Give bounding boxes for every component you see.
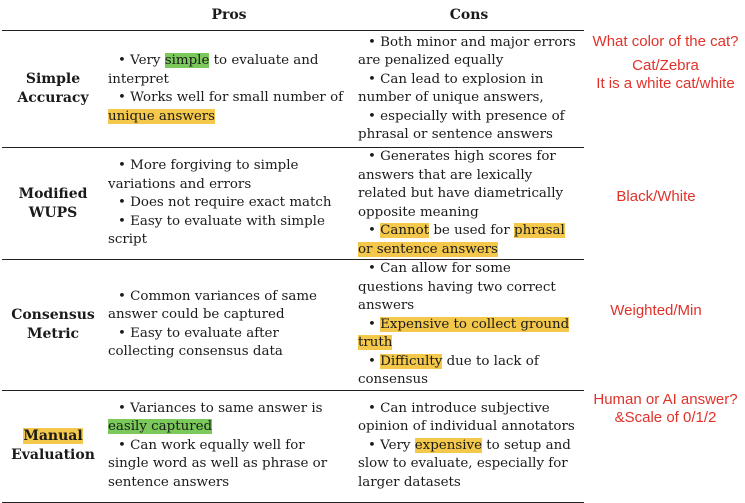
highlighted-text: easily captured: [108, 419, 213, 435]
bullet-icon: •: [118, 158, 131, 174]
annotation-consensus-metric: [586, 302, 726, 320]
highlighted-text: Expensive to collect ground truth: [358, 316, 570, 350]
highlighted-text: unique answers: [108, 108, 216, 124]
annotation-simple-accuracy: [586, 33, 745, 93]
pros-cell: [104, 260, 354, 391]
bullet-item: [358, 400, 578, 437]
annotation-line: Human or AI answer?: [593, 391, 738, 408]
bullet-icon: •: [118, 53, 131, 68]
text-segment: Very: [380, 437, 415, 453]
table-row: [2, 390, 584, 502]
table-header-row: [2, 0, 584, 31]
bullet-icon: •: [118, 400, 131, 416]
text-segment: Very: [130, 53, 165, 68]
method-name: [2, 390, 104, 502]
bullet-icon: •: [368, 353, 381, 369]
bullet-icon: •: [368, 437, 381, 453]
text-segment: Both minor and major errors are penalized equally: [358, 34, 576, 68]
method-name-line: WUPS: [28, 204, 78, 221]
bullet-item: [108, 194, 348, 213]
cons-cell: [354, 390, 584, 502]
bullet-item: [108, 157, 348, 194]
bullet-item: [108, 437, 348, 493]
bullet-icon: •: [368, 149, 381, 164]
bullet-item: [358, 316, 578, 353]
bullet-icon: •: [118, 213, 131, 229]
text-segment: Can introduce subjective opinion of individual annotators: [358, 400, 575, 435]
text-segment: Can allow for some questions having two correct answers: [358, 261, 556, 313]
method-name-line: Modified: [18, 185, 88, 202]
annotation-line: Cat/Zebra: [632, 57, 699, 74]
bullet-item: [108, 52, 348, 89]
header-cons: Cons: [354, 0, 584, 31]
bullet-icon: •: [118, 288, 131, 304]
highlighted-text: phrasal or sentence answers: [358, 223, 565, 257]
text-segment: More forgiving to simple variations and errors: [108, 158, 299, 192]
header-pros: Pros: [104, 0, 354, 31]
annotation-line: Weighted/Min: [610, 302, 702, 319]
highlighted-text: Cannot: [380, 223, 430, 238]
bullet-icon: •: [368, 400, 381, 416]
text-segment: to evaluate and interpret: [108, 53, 319, 87]
method-name-line: Evaluation: [11, 447, 95, 463]
method-name: [2, 31, 104, 148]
method-name-line: Simple: [25, 71, 81, 87]
annotation-line: It is a white cat/white: [596, 75, 735, 92]
pros-cell: [104, 31, 354, 148]
highlighted-text: simple: [164, 53, 210, 68]
bullet-item: [108, 400, 348, 437]
bullet-icon: •: [368, 261, 381, 276]
bullet-item: [358, 222, 578, 259]
bullet-icon: •: [368, 108, 381, 124]
bullet-item: [108, 288, 348, 325]
bullet-item: [358, 148, 578, 222]
table-row: [2, 260, 584, 391]
text-segment: Does not require exact match: [130, 195, 332, 211]
text-segment: Variances to same answer is: [130, 400, 323, 416]
highlighted-text: Difficulty: [380, 353, 443, 369]
bullet-icon: •: [368, 316, 381, 332]
table-row: [2, 148, 584, 260]
annotation-line: &Scale of 0/1/2: [614, 409, 717, 426]
cons-cell: [354, 260, 584, 391]
method-name-line: Manual: [23, 428, 83, 444]
bullet-icon: •: [368, 71, 381, 87]
header-method: [2, 0, 104, 31]
bullet-item: [358, 353, 578, 390]
bullet-icon: •: [368, 34, 381, 50]
bullet-icon: •: [118, 325, 131, 341]
method-name: [2, 148, 104, 260]
text-segment: Easy to evaluate with simple script: [108, 213, 325, 248]
text-segment: Easy to evaluate after collecting consensus data: [108, 325, 283, 360]
bullet-icon: •: [118, 195, 131, 211]
annotation-modified-wups: [586, 188, 726, 206]
method-name-line: Consensus: [11, 306, 95, 323]
cons-cell: [354, 31, 584, 148]
annotation-line: What color of the cat?: [592, 33, 739, 50]
bullet-icon: •: [118, 437, 131, 453]
method-name-line: Accuracy: [17, 90, 89, 106]
annotation-manual-evaluation: [586, 391, 745, 427]
method-name-line: Metric: [26, 325, 80, 342]
annotation-line: Black/White: [616, 188, 696, 205]
bullet-icon: •: [118, 90, 131, 105]
pros-cell: [104, 148, 354, 260]
comparison-table: [2, 0, 584, 503]
text-segment: Works well for small number of: [130, 90, 344, 105]
bullet-item: [358, 71, 578, 108]
text-segment: Can work equally well for single word as well as phrase or sentence answers: [108, 437, 328, 490]
text-segment: to setup and slow to evaluate, especially for larger datasets: [358, 437, 571, 490]
text-segment: Can lead to explosion in number of unique answers,: [358, 71, 544, 105]
bullet-item: [358, 260, 578, 316]
cons-cell: [354, 148, 584, 260]
bullet-item: [358, 34, 578, 71]
table-row: [2, 31, 584, 148]
pros-cell: [104, 390, 354, 502]
bullet-item: [358, 437, 578, 493]
text-segment: Common variances of same answer could be captured: [108, 288, 317, 323]
text-segment: especially with presence of phrasal or sentence answers: [358, 108, 565, 142]
method-name: [2, 260, 104, 391]
bullet-item: [358, 108, 578, 145]
bullet-item: [108, 213, 348, 250]
bullet-item: [108, 89, 348, 126]
highlighted-text: expensive: [414, 437, 482, 453]
text-segment: due to lack of consensus: [358, 353, 539, 387]
text-segment: be used for: [429, 223, 515, 238]
text-segment: Generates high scores for answers that are lexically related but have diametrically opposite meaning: [358, 149, 564, 220]
bullet-icon: •: [368, 223, 381, 238]
bullet-item: [108, 325, 348, 362]
